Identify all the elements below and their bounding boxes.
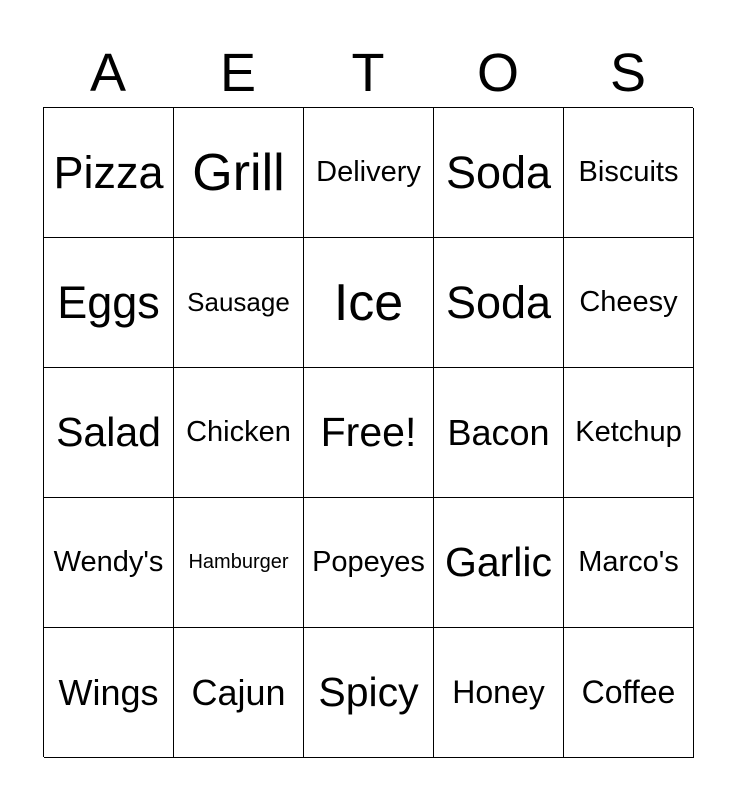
bingo-cell-r4c5[interactable]: Marco's (564, 498, 694, 628)
bingo-cell-r4c4[interactable]: Garlic (434, 498, 564, 628)
bingo-cell-r3c2[interactable]: Chicken (174, 368, 304, 498)
header-letter-e: E (219, 43, 257, 103)
header-letter-o: O (476, 43, 519, 103)
bingo-cell-r3c3-free-space[interactable]: Free! (304, 368, 434, 498)
bingo-header (43, 40, 693, 106)
bingo-cell-r1c3[interactable]: Delivery (304, 108, 434, 238)
bingo-cell-r4c3[interactable]: Popeyes (304, 498, 434, 628)
header-letter-t: T (351, 43, 385, 103)
bingo-cell-r2c1[interactable]: Eggs (44, 238, 174, 368)
header-letter-s: S (609, 43, 647, 103)
bingo-cell-r5c5[interactable]: Coffee (564, 628, 694, 758)
bingo-cell-r2c4[interactable]: Soda (434, 238, 564, 368)
bingo-cell-r1c2[interactable]: Grill (174, 108, 304, 238)
bingo-cell-r3c1[interactable]: Salad (44, 368, 174, 498)
bingo-cell-r5c1[interactable]: Wings (44, 628, 174, 758)
bingo-cell-r3c5[interactable]: Ketchup (564, 368, 694, 498)
bingo-cell-r4c2[interactable]: Hamburger (174, 498, 304, 628)
bingo-cell-r4c1[interactable]: Wendy's (44, 498, 174, 628)
bingo-cell-r2c5[interactable]: Cheesy (564, 238, 694, 368)
bingo-cell-r5c3[interactable]: Spicy (304, 628, 434, 758)
bingo-cell-r2c3[interactable]: Ice (304, 238, 434, 368)
bingo-cell-r1c5[interactable]: Biscuits (564, 108, 694, 238)
bingo-board (43, 107, 693, 757)
bingo-cell-r1c4[interactable]: Soda (434, 108, 564, 238)
bingo-cell-r5c2[interactable]: Cajun (174, 628, 304, 758)
bingo-cell-r1c1[interactable]: Pizza (44, 108, 174, 238)
header-letter-a: A (89, 43, 127, 103)
bingo-cell-r5c4[interactable]: Honey (434, 628, 564, 758)
bingo-cell-r2c2[interactable]: Sausage (174, 238, 304, 368)
bingo-cell-r3c4[interactable]: Bacon (434, 368, 564, 498)
